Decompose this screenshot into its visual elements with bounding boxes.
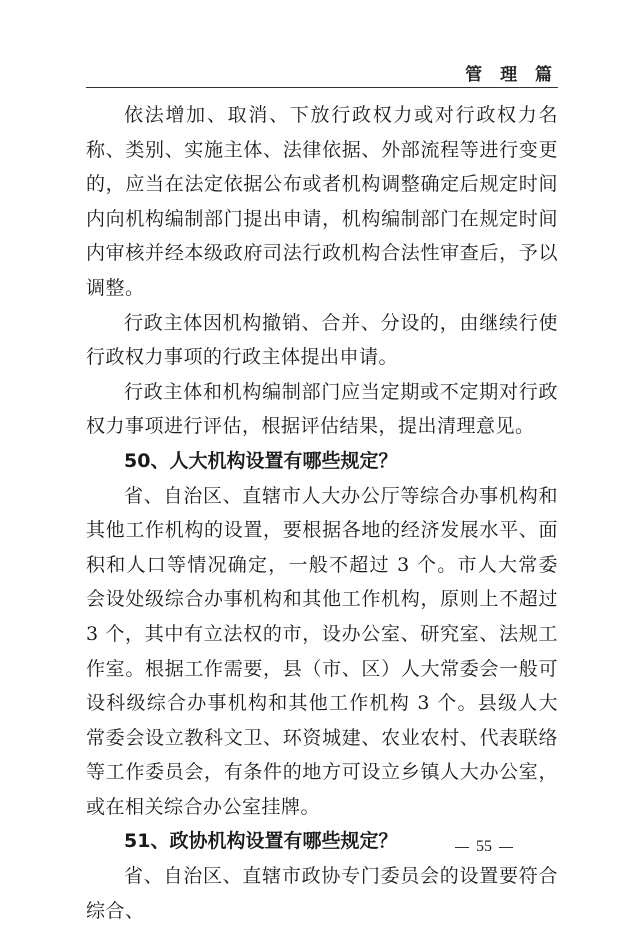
- page-number: [442, 838, 526, 856]
- paragraph-power-adjustment: 依法增加、取消、下放行政权力或对行政权力名称、类别、实施主体、法律依据、外部流程等进行变更的，应当在法定依据公布或者机构调整确定后规定时间内向机构编制部门提出申请，机构编制部门在规定时间内审核并经本级政府司法行政机构合法性审查后，予以调整。: [86, 104, 558, 299]
- paragraph-cppcc-institutions: 省、自治区、直辖市政协专门委员会的设置要符合综合、: [86, 865, 558, 922]
- question-heading-51: 51、政协机构设置有哪些规定？: [124, 830, 398, 853]
- page-number-value: 55: [476, 838, 492, 855]
- header-divider: [86, 87, 558, 88]
- paragraph-npc-institutions: 省、自治区、直辖市人大办公厅等综合办事机构和其他工作机构的设置，要根据各地的经济发展水平、面积和人口等情况确定，一般不超过 3 个。市人大常委会设处级综合办事机构和其他工作机构，原则上不超过 3 个，其中有立法权的市，设办公室、研究室、法规工作室。根据工作需要，县（市、区）人大常委会一般可设科级综合办事机构和其他工作机构 3 个。县级人大常委会设立教科文卫、环资城建、农业农村、代表联络等工作委员会，有条件的地方可设立乡镇人大办公室，或在相关综合办公室挂牌。: [86, 484, 558, 818]
- page-body: [86, 98, 558, 928]
- question-heading-50: 50、人大机构设置有哪些规定？: [124, 449, 398, 472]
- page-number-left-dash: [455, 847, 469, 848]
- running-header-title: 管 理 篇: [465, 65, 558, 85]
- paragraph-evaluation: 行政主体和机构编制部门应当定期或不定期对行政权力事项进行评估，根据评估结果，提出清理意见。: [86, 380, 558, 438]
- page-number-right-dash: [499, 847, 513, 848]
- paragraph-subject-merger: 行政主体因机构撤销、合并、分设的，由继续行使行政权力事项的行政主体提出申请。: [86, 311, 558, 369]
